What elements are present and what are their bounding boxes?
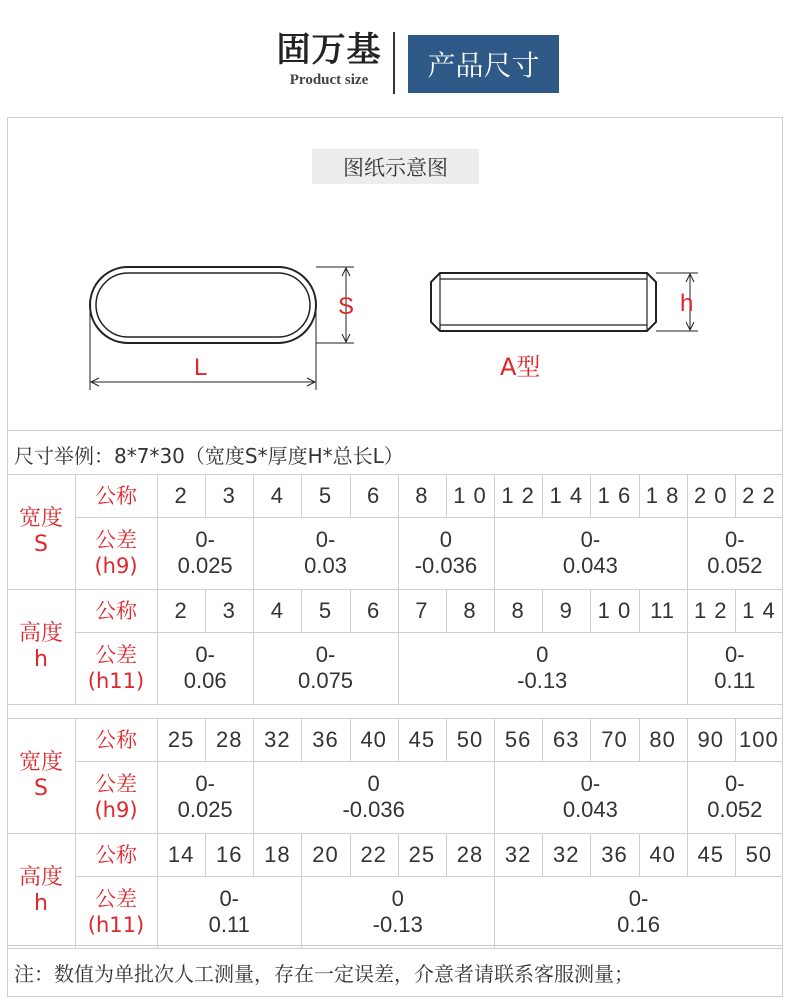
table-cell-border [398, 718, 399, 761]
table-cell-border [253, 589, 254, 632]
table1-width-nominal-value [639, 474, 687, 517]
table1-width-nominal-value [494, 474, 542, 517]
table2-width-nominal-value [446, 718, 494, 761]
table2-width-tolerance-value-line: 0.052 [707, 797, 763, 822]
table1-height-group-line: 高度 [18, 620, 63, 646]
table1-height-nominal-value [157, 589, 205, 632]
table1-height-nominal-value-line: 1 2 [693, 597, 728, 623]
table2-width-nominal-value-line: 90 [697, 726, 724, 752]
table1-width-tolerance-value [157, 517, 253, 589]
table-line [75, 761, 783, 762]
divider [7, 945, 783, 946]
table-cell-border [639, 589, 640, 632]
table1-width-tolerance-value-line: 0.025 [177, 553, 233, 578]
page-title: 产品尺寸 [408, 35, 559, 93]
table-cell-border [205, 589, 206, 632]
table1-height-group [7, 589, 75, 704]
table1-width-tolerance-label-line: 公差 [95, 528, 137, 552]
key-top-view [90, 267, 316, 343]
table1-height-tolerance-value-line: -0.13 [517, 668, 568, 693]
table1-width-nominal-value [157, 474, 205, 517]
table-cell-border [735, 474, 736, 517]
table1-height-tolerance-value-line: 0- [725, 642, 745, 667]
table1-height-nominal-value [350, 589, 398, 632]
table2-width-tolerance-value [253, 761, 494, 833]
table-line [7, 948, 783, 949]
table2-height-tolerance-label-line: 公差 [94, 887, 137, 911]
table1-height-group-line: h [34, 646, 48, 672]
measurement-note: 注：数值为单批次人工测量，存在一定误差，介意者请联系客服测量； [14, 962, 634, 986]
table2-width-tolerance-label [75, 761, 157, 833]
table2-height-nominal-value [205, 833, 253, 876]
table2-height-tolerance-value-line: -0.13 [372, 912, 423, 937]
table2-width-tolerance-value [494, 761, 687, 833]
table-line [75, 718, 76, 833]
table2-width-nominal-value-line: 25 [167, 726, 195, 752]
table1-height-nominal-value [639, 589, 687, 632]
table1-width-tolerance-value-line: 0- [315, 527, 336, 552]
table2-height-nominal-value-line: 16 [215, 841, 243, 867]
table2-width-tolerance-label-line: (h9) [94, 798, 138, 822]
table1-height-nominal-value-line: 1 0 [597, 597, 632, 623]
table2-width-tolerance-value [687, 761, 783, 833]
table2-height-nominal-value-line: 25 [408, 841, 436, 867]
table1-height-nominal-value [687, 589, 735, 632]
dim-s-label: S [338, 293, 355, 320]
table1-height-nominal-value-line: 5 [318, 597, 333, 623]
table2-height-nominal-value-line: 40 [649, 841, 676, 867]
table2-width-nominal-value-line: 70 [601, 726, 628, 752]
table-cell-border [735, 589, 736, 632]
table2-height-tolerance-value [494, 876, 783, 948]
table2-height-nominal-value-line: 50 [745, 841, 773, 867]
key-drawing [0, 0, 790, 440]
table-cell-border [350, 833, 351, 876]
table1-width-nominal-value-line: 1 4 [549, 482, 584, 508]
table1-height-nominal-value [398, 589, 446, 632]
table1-height-tolerance-value [157, 632, 253, 704]
table-cell-border [735, 718, 736, 761]
table1-width-nominal-value-line: 2 2 [742, 482, 776, 508]
table-line [75, 517, 783, 518]
table-cell-border [446, 833, 447, 876]
table1-width-tolerance-value-line: 0- [580, 527, 601, 552]
table1-height-tolerance-label [75, 632, 157, 704]
table-cell-border [542, 833, 543, 876]
table2-height-tolerance-value-line: 0.11 [208, 912, 250, 937]
table2-width-group [7, 718, 75, 833]
table2-height-nominal-value-line: 20 [312, 841, 339, 867]
table-cell-border [253, 718, 254, 761]
table1-width-tolerance-value-line: 0- [195, 527, 215, 552]
table2-width-nominal-value [639, 718, 687, 761]
table-cell-border [253, 761, 254, 833]
table2-height-nominal-value-line: 32 [553, 841, 580, 867]
table2-height-tolerance-value-line: 0- [219, 886, 239, 911]
table1-width-nominal-value [350, 474, 398, 517]
table2-height-nominal-value [253, 833, 301, 876]
table1-width-nominal-value-line: 3 [222, 482, 236, 508]
table-cell-border [205, 474, 206, 517]
table-cell-border [590, 718, 591, 761]
table2-height-nominal-label-line: 公称 [95, 842, 137, 867]
table1-width-nominal-value [687, 474, 735, 517]
table-cell-border [687, 517, 688, 589]
table2-height-nominal-value-line: 18 [264, 841, 291, 867]
table-cell-border [687, 474, 688, 517]
table1-height-nominal-value [301, 589, 349, 632]
table2-height-nominal-value-line: 36 [601, 841, 628, 867]
table1-height-nominal-value-line: 6 [367, 597, 381, 623]
table-cell-border [398, 589, 399, 632]
table-cell-border [494, 833, 495, 876]
dim-l-label: L [194, 354, 208, 381]
table1-height-nominal-value-line: 9 [559, 597, 573, 623]
table2-width-nominal-value-line: 100 [739, 726, 779, 752]
table1-width-nominal-value-line: 6 [367, 482, 381, 508]
table1-height-nominal-value [253, 589, 301, 632]
table1-height-tolerance-value-line: 0.06 [183, 668, 227, 693]
table-cell-border [301, 474, 302, 517]
table-cell-border [446, 718, 447, 761]
table2-width-nominal-value-line: 32 [264, 726, 291, 752]
table1-height-nominal-value [494, 589, 542, 632]
table2-width-tolerance-value-line: -0.036 [342, 797, 405, 822]
table-cell-border [350, 718, 351, 761]
table2-width-nominal-label-line: 公称 [95, 727, 137, 752]
table1-width-nominal-value [542, 474, 590, 517]
table1-height-nominal-value-line: 4 [270, 597, 284, 623]
table-cell-border [301, 876, 302, 948]
table1-width-tolerance-label [75, 517, 157, 589]
table-cell-border [398, 833, 399, 876]
table2-height-nominal-label [75, 833, 157, 876]
table1-width-nominal-label [75, 474, 157, 517]
table2-height-tolerance-value-line: 0- [628, 886, 649, 911]
table2-width-tolerance-value [157, 761, 253, 833]
table2-width-tolerance-label-line: 公差 [95, 772, 137, 796]
table1-width-tolerance-value-line: -0.036 [414, 553, 478, 578]
table-cell-border [590, 474, 591, 517]
table1-height-nominal-value-line: 2 [174, 597, 188, 623]
table-cell-border [301, 589, 302, 632]
table2-height-nominal-value-line: 14 [167, 841, 195, 867]
table2-width-nominal-label [75, 718, 157, 761]
table-line [7, 718, 783, 719]
table2-height-group [7, 833, 75, 948]
table2-height-tolerance-value-line: 0.16 [617, 912, 660, 937]
table1-height-nominal-value-line: 11 [650, 597, 676, 623]
table-line [157, 474, 158, 589]
table2-width-tolerance-value-line: 0- [195, 771, 215, 796]
table1-width-group-line: S [34, 531, 48, 557]
table1-height-nominal-value-line: 8 [463, 597, 477, 623]
table-cell-border [398, 474, 399, 517]
table1-height-nominal-value [446, 589, 494, 632]
table2-height-nominal-value [590, 833, 638, 876]
table2-height-nominal-value-line: 28 [456, 841, 484, 867]
table2-width-nominal-value [157, 718, 205, 761]
dim-h-label: h [680, 290, 694, 317]
table-line [157, 589, 158, 704]
table2-height-nominal-value [542, 833, 590, 876]
table-line [75, 876, 783, 877]
table-cell-border [687, 589, 688, 632]
table2-height-nominal-value [398, 833, 446, 876]
brand-name-en: Product size [289, 72, 369, 88]
table1-width-nominal-value-line: 2 0 [693, 482, 728, 508]
table-cell-border [253, 517, 254, 589]
table-cell-border [687, 833, 688, 876]
table-cell-border [735, 833, 736, 876]
table2-width-nominal-value [494, 718, 542, 761]
table-line [7, 474, 783, 475]
table2-height-tolerance-value-line: 0 [391, 886, 404, 911]
table-cell-border [687, 761, 688, 833]
table1-width-nominal-value-line: 1 6 [597, 482, 632, 508]
table1-height-tolerance-value [687, 632, 783, 704]
table2-height-nominal-value-line: 45 [697, 841, 724, 867]
table-line [75, 474, 76, 589]
table1-width-nominal-value-line: 5 [318, 482, 333, 508]
table2-width-group-line: 宽度 [18, 749, 63, 775]
table1-width-nominal-value-line: 8 [415, 482, 429, 508]
table2-width-nominal-value [590, 718, 638, 761]
table-cell-border [494, 876, 495, 948]
table1-height-tolerance-value-line: 0.075 [297, 668, 354, 693]
table2-width-nominal-value [350, 718, 398, 761]
table2-height-nominal-value [446, 833, 494, 876]
table2-height-nominal-value [494, 833, 542, 876]
table-line [75, 632, 783, 633]
table2-height-nominal-value [350, 833, 398, 876]
table2-width-tolerance-value-line: 0 [367, 771, 380, 796]
table1-width-nominal-value [301, 474, 349, 517]
table-cell-border [494, 589, 495, 632]
table1-height-nominal-value [205, 589, 253, 632]
table1-height-tolerance-label-line: (h11) [87, 669, 145, 693]
table2-height-nominal-value-line: 32 [504, 841, 532, 867]
table2-height-nominal-value [639, 833, 687, 876]
table1-width-tolerance-value-line: 0 [439, 527, 453, 552]
table2-width-nominal-value-line: 45 [408, 726, 436, 752]
table1-height-nominal-value-line: 7 [415, 597, 429, 623]
table1-width-nominal-value [253, 474, 301, 517]
table2-height-nominal-value [157, 833, 205, 876]
table2-width-nominal-value-line: 63 [553, 726, 580, 752]
table2-width-tolerance-value-line: 0- [725, 771, 745, 796]
table-cell-border [301, 718, 302, 761]
table-cell-border [639, 718, 640, 761]
table1-width-tolerance-value [687, 517, 783, 589]
table-cell-border [350, 589, 351, 632]
table2-width-nominal-value [253, 718, 301, 761]
table2-width-nominal-value-line: 40 [360, 726, 387, 752]
table-cell-border [253, 632, 254, 704]
table-cell-border [205, 718, 206, 761]
table1-width-tolerance-value [398, 517, 494, 589]
table1-height-nominal-value [735, 589, 783, 632]
table1-height-nominal-label-line: 公称 [95, 598, 137, 623]
table1-height-nominal-value-line: 3 [222, 597, 236, 623]
table1-width-nominal-value-line: 1 8 [645, 482, 680, 508]
table1-width-nominal-value-line: 1 2 [501, 482, 535, 508]
table2-height-nominal-value [301, 833, 349, 876]
table1-width-tolerance-value [253, 517, 397, 589]
table2-width-tolerance-value-line: 0.043 [562, 797, 618, 822]
table1-width-tolerance-value-line: 0- [725, 527, 745, 552]
table2-height-tolerance-label [75, 876, 157, 948]
table1-width-group-line: 宽度 [18, 505, 63, 531]
key-side-view [431, 273, 656, 331]
table-cell-border [398, 517, 399, 589]
table2-width-tolerance-value-line: 0.025 [177, 797, 233, 822]
divider [7, 430, 783, 431]
table2-width-nominal-value [205, 718, 253, 761]
table2-width-tolerance-value-line: 0- [580, 771, 601, 796]
table1-height-tolerance-label-line: 公差 [94, 643, 137, 667]
table-line [157, 718, 158, 833]
table2-height-nominal-value [735, 833, 783, 876]
table1-width-nominal-value [205, 474, 253, 517]
table-line [7, 589, 783, 590]
size-example: 尺寸举例：8*7*30（宽度S*厚度H*总长L） [14, 444, 404, 468]
table2-height-tolerance-label-line: (h11) [87, 913, 145, 937]
table2-width-nominal-value [398, 718, 446, 761]
table1-width-tolerance-value-line: 0.03 [304, 553, 347, 578]
table1-height-tolerance-value-line: 0- [195, 642, 215, 667]
table1-width-nominal-value [590, 474, 638, 517]
table2-width-nominal-value [687, 718, 735, 761]
table2-width-nominal-value [735, 718, 783, 761]
table-line [7, 833, 783, 834]
table2-width-nominal-value [301, 718, 349, 761]
table-cell-border [494, 761, 495, 833]
table1-height-nominal-value [590, 589, 638, 632]
table-cell-border [590, 589, 591, 632]
table2-width-nominal-value-line: 56 [504, 726, 532, 752]
table1-width-nominal-value-line: 2 [174, 482, 188, 508]
table-cell-border [253, 833, 254, 876]
table-line [75, 833, 76, 948]
table2-width-group-line: S [34, 775, 48, 801]
table-cell-border [494, 474, 495, 517]
table-cell-border [253, 474, 254, 517]
table1-width-nominal-value [398, 474, 446, 517]
table-line [157, 833, 158, 948]
table1-height-nominal-value-line: 8 [511, 597, 525, 623]
table1-width-group [7, 474, 75, 589]
table1-width-nominal-value [735, 474, 783, 517]
table-cell-border [542, 589, 543, 632]
table1-height-nominal-label [75, 589, 157, 632]
table1-height-nominal-value [542, 589, 590, 632]
table1-height-nominal-value-line: 1 4 [742, 597, 776, 623]
table2-height-nominal-value [687, 833, 735, 876]
table-cell-border [494, 718, 495, 761]
table-cell-border [687, 718, 688, 761]
table-cell-border [687, 632, 688, 704]
table-cell-border [301, 833, 302, 876]
table1-width-tolerance-label-line: (h9) [94, 554, 138, 578]
brand-name-cn: 固万基 [276, 30, 382, 70]
table-cell-border [446, 474, 447, 517]
table2-width-nominal-value-line: 50 [456, 726, 484, 752]
table-cell-border [639, 474, 640, 517]
table1-width-tolerance-value [494, 517, 687, 589]
table1-width-tolerance-value-line: 0.043 [562, 553, 618, 578]
table2-height-tolerance-value [301, 876, 494, 948]
table-cell-border [494, 517, 495, 589]
table1-height-tolerance-value [253, 632, 397, 704]
table2-width-nominal-value-line: 80 [649, 726, 676, 752]
table1-width-nominal-value-line: 4 [270, 482, 284, 508]
table1-height-tolerance-value-line: 0 [536, 642, 549, 667]
table2-height-group-line: 高度 [18, 864, 63, 890]
table1-height-tolerance-value [398, 632, 687, 704]
table2-width-nominal-value [542, 718, 590, 761]
table-cell-border [446, 589, 447, 632]
table1-width-nominal-value-line: 1 0 [453, 482, 487, 508]
table2-width-nominal-value-line: 28 [215, 726, 243, 752]
table1-height-tolerance-value-line: 0.11 [714, 668, 756, 693]
table-line [7, 704, 783, 705]
table-cell-border [590, 833, 591, 876]
table1-width-tolerance-value-line: 0.052 [707, 553, 763, 578]
table1-height-tolerance-value-line: 0- [315, 642, 336, 667]
table2-height-group-line: h [34, 890, 48, 916]
table-cell-border [350, 474, 351, 517]
table2-width-nominal-value-line: 36 [312, 726, 339, 752]
table-cell-border [542, 474, 543, 517]
table-cell-border [639, 833, 640, 876]
table2-height-tolerance-value [157, 876, 301, 948]
table-cell-border [542, 718, 543, 761]
table1-width-nominal-label-line: 公称 [95, 483, 137, 508]
type-label: A型 [500, 353, 541, 381]
table-cell-border [398, 632, 399, 704]
table2-height-nominal-value-line: 22 [360, 841, 387, 867]
table1-width-nominal-value [446, 474, 494, 517]
table-cell-border [205, 833, 206, 876]
table-line [75, 589, 76, 704]
diagram-label: 图纸示意图 [312, 149, 479, 184]
